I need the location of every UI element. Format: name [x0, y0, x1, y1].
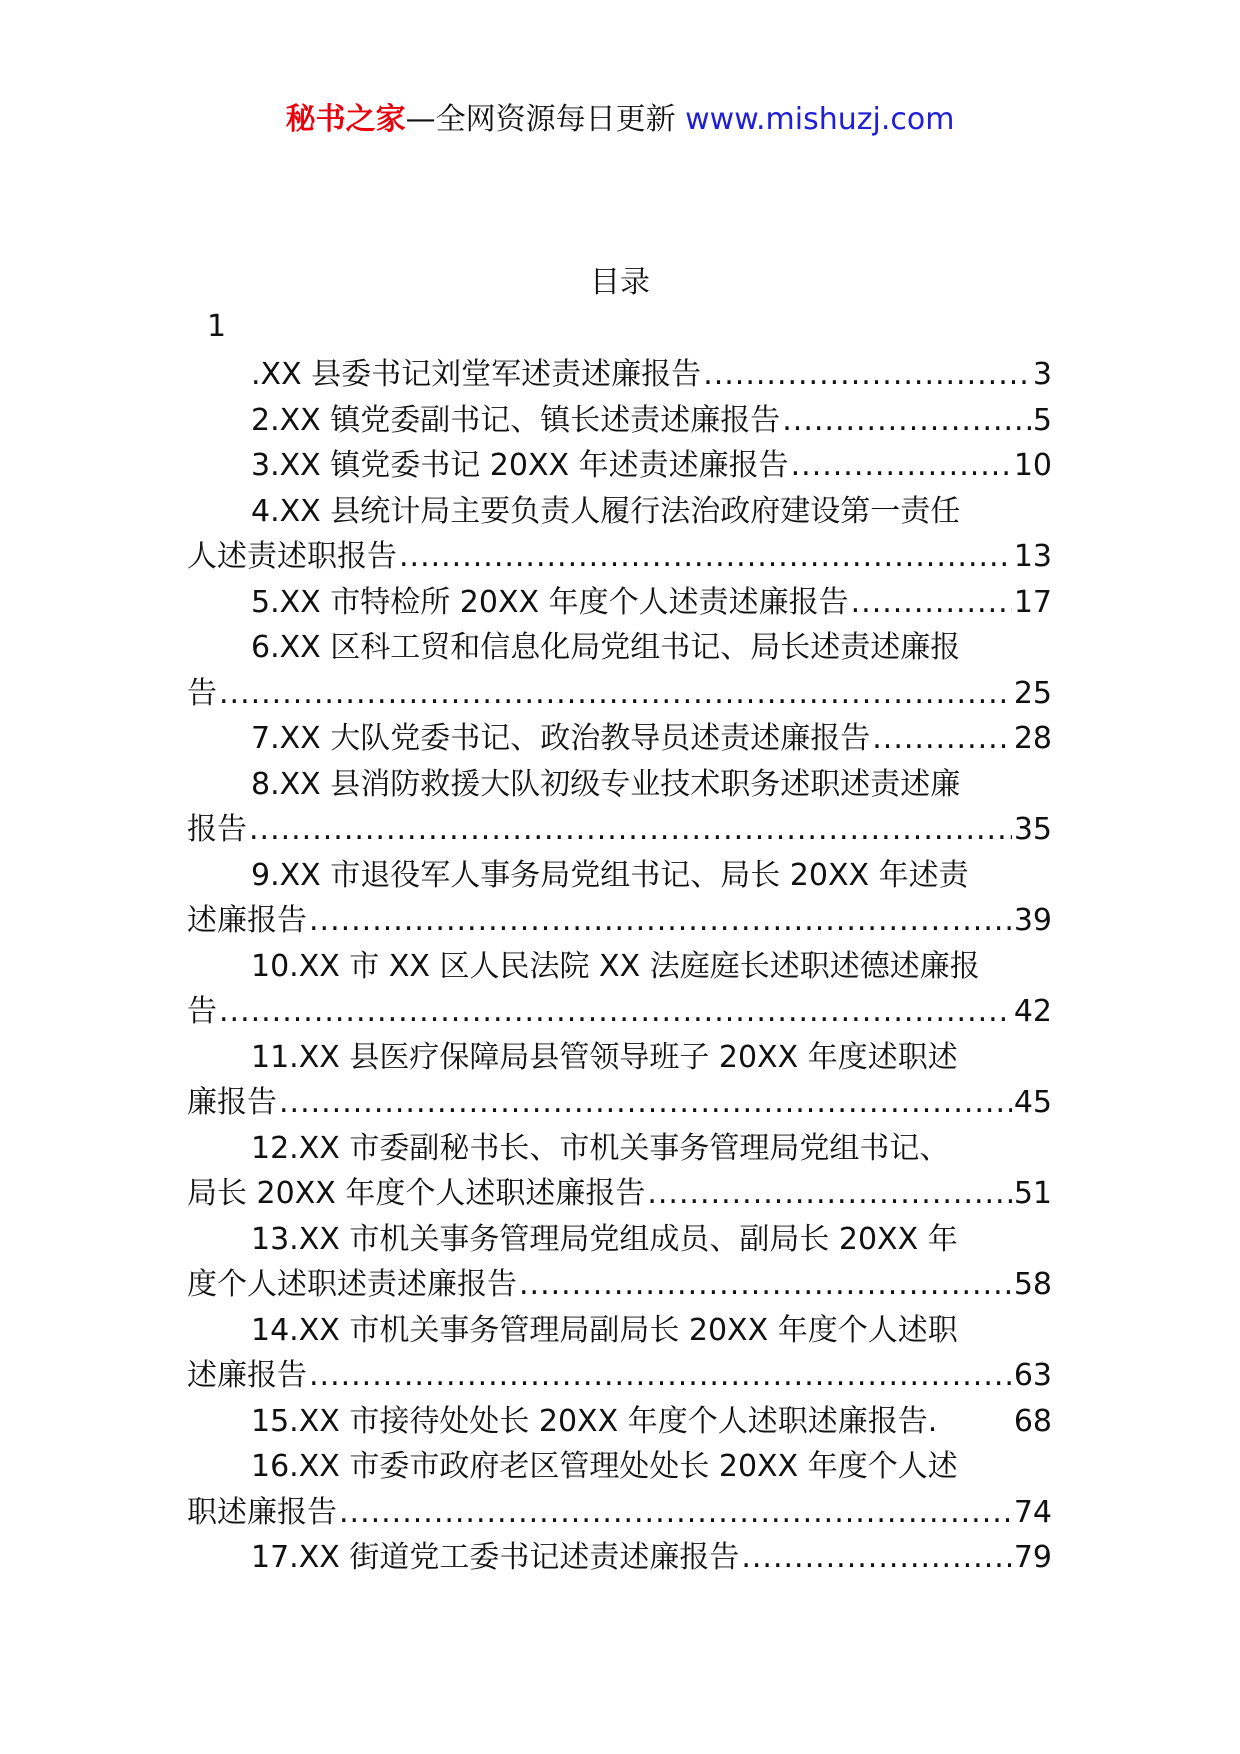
toc-entry-last-line: [187, 534, 1052, 580]
toc-entry-title: 17.XX 街道党工委书记述责述廉报告: [251, 1540, 740, 1575]
toc-entry[interactable]: [187, 762, 1052, 853]
toc-entry-last-line: [187, 989, 1052, 1035]
toc-entry-title: 9.XX 市退役军人事务局党组书记、局长 20XX 年述责: [251, 857, 969, 893]
toc-entry[interactable]: [187, 625, 1052, 716]
toc-entry-first-line: [187, 1308, 1052, 1354]
toc-entry-title: .XX 县委书记刘堂军述责述廉报告: [251, 357, 702, 392]
toc-entry-line: [187, 1399, 1052, 1445]
toc-entry-first-line: [187, 625, 1052, 671]
toc-entry[interactable]: [187, 716, 1052, 762]
toc-entry-last-line: [187, 898, 1052, 944]
toc-dot-leader: [399, 534, 1012, 580]
toc-dot-leader: [219, 671, 1012, 717]
toc-entry-title-continued: 人述责述职报告: [187, 539, 397, 574]
site-header: [0, 100, 1240, 140]
toc-page-number: 39: [1013, 903, 1052, 938]
toc-title: 目录: [590, 265, 650, 300]
toc-entry-title-continued: 述廉报告: [187, 903, 307, 938]
toc-page-number: 13: [1013, 539, 1052, 574]
toc-entry-title: 6.XX 区科工贸和信息化局党组书记、局长述责述廉报: [251, 630, 961, 665]
toc-page-number: 74: [1013, 1494, 1052, 1530]
toc-entry-first-line: [187, 1035, 1052, 1081]
toc-page-number: 58: [1013, 1267, 1052, 1302]
stray-number: 1: [207, 309, 227, 344]
toc-dot-leader: [249, 807, 1012, 853]
toc-entry[interactable]: [187, 1217, 1052, 1308]
toc-entry-last-line: [187, 1171, 1052, 1217]
toc-entry[interactable]: [187, 580, 1052, 626]
toc-entry-title-continued: 职述廉报告: [187, 1494, 337, 1530]
toc-entry[interactable]: [187, 944, 1052, 1035]
toc-entry-first-line: [187, 1126, 1052, 1172]
toc-entry-first-line: [187, 1444, 1052, 1490]
toc-entry-title: 4.XX 县统计局主要负责人履行法治政府建设第一责任: [251, 493, 961, 529]
toc-page-number: 79: [1013, 1540, 1052, 1575]
toc-page-number: 68: [1013, 1403, 1052, 1439]
toc-entry-title: 8.XX 县消防救援大队初级专业技术职务述职述责述廉: [251, 766, 961, 802]
toc-dot-leader: [782, 398, 1031, 444]
toc-entry-title-continued: 告: [187, 994, 217, 1029]
toc-entry-title-continued: 述廉报告: [187, 1358, 307, 1393]
toc-dot-leader: [851, 580, 1012, 626]
toc-page-number: 51: [1013, 1176, 1052, 1211]
toc-dot-leader: [309, 1353, 1012, 1399]
toc-entry-title: 13.XX 市机关事务管理局党组成员、副局长 20XX 年: [251, 1221, 958, 1257]
toc-dot-leader: [339, 1490, 1012, 1536]
toc-entry-last-line: [187, 1080, 1052, 1126]
toc-entry[interactable]: [187, 1444, 1052, 1535]
toc-page-number: 17: [1013, 584, 1052, 620]
table-of-contents: [187, 352, 1052, 1581]
toc-entry-title: 12.XX 市委副秘书长、市机关事务管理局党组书记、: [251, 1130, 950, 1166]
toc-entry-title: 10.XX 市 XX 区人民法院 XX 法庭庭长述职述德述廉报: [251, 948, 980, 984]
toc-entry[interactable]: [187, 489, 1052, 580]
toc-entry-title: 14.XX 市机关事务管理局副局长 20XX 年度个人述职: [251, 1312, 958, 1348]
toc-entry-title-continued: 报告: [187, 812, 247, 847]
toc-entry[interactable]: [187, 1399, 1052, 1445]
toc-entry[interactable]: [187, 398, 1052, 444]
toc-entry-title: 11.XX 县医疗保障局县管领导班子 20XX 年度述职述: [251, 1039, 958, 1075]
toc-dot-leader: [309, 898, 1012, 944]
toc-entry-title: 15.XX 市接待处处长 20XX 年度个人述职述廉报告.: [251, 1403, 938, 1439]
site-url-link[interactable]: www.mishuzj.com: [685, 102, 955, 137]
toc-entry-title-continued: 告: [187, 675, 217, 711]
toc-entry[interactable]: [187, 853, 1052, 944]
toc-entry-first-line: [187, 944, 1052, 990]
toc-entry-line: [187, 1535, 1052, 1581]
toc-entry-title: 3.XX 镇党委书记 20XX 年述责述廉报告: [251, 448, 789, 483]
toc-entry-title: 2.XX 镇党委副书记、镇长述责述廉报告: [251, 402, 781, 438]
brand-name: 秘书之家: [285, 102, 406, 137]
toc-entry-title-continued: 廉报告: [187, 1085, 277, 1120]
toc-entry-last-line: [187, 807, 1052, 853]
toc-entry[interactable]: [187, 1535, 1052, 1581]
toc-dot-leader: [647, 1171, 1011, 1217]
toc-dot-leader: [872, 716, 1012, 762]
toc-entry-line: [187, 716, 1052, 762]
toc-page-number: 5: [1032, 402, 1052, 438]
toc-entry-line: [187, 443, 1052, 489]
toc-dot-leader: [519, 1262, 1012, 1308]
toc-entry-first-line: [187, 489, 1052, 535]
toc-entry[interactable]: [187, 1308, 1052, 1399]
toc-entry-title-continued: 度个人述职述责述廉报告: [187, 1267, 517, 1302]
toc-page-number: 42: [1013, 994, 1052, 1029]
toc-entry[interactable]: [187, 1035, 1052, 1126]
toc-page-number: 10: [1013, 448, 1052, 483]
toc-entry-title: 5.XX 市特检所 20XX 年度个人述责述廉报告: [251, 584, 849, 620]
toc-entry[interactable]: [187, 1126, 1052, 1217]
toc-page-number: 25: [1013, 675, 1052, 711]
toc-entry-title: 16.XX 市委市政府老区管理处处长 20XX 年度个人述: [251, 1449, 958, 1484]
toc-entry-first-line: [187, 1217, 1052, 1263]
toc-dot-leader: [279, 1080, 1012, 1126]
toc-page-number: 3: [1032, 357, 1052, 392]
toc-page-number: 45: [1013, 1085, 1052, 1120]
toc-entry-line: [187, 580, 1052, 626]
toc-page-number: 28: [1013, 721, 1052, 756]
toc-entry-last-line: [187, 1353, 1052, 1399]
toc-entry-first-line: [187, 762, 1052, 808]
toc-entry-line: [187, 352, 1052, 398]
toc-entry-first-line: [187, 853, 1052, 899]
toc-page-number: 35: [1013, 812, 1052, 847]
toc-dot-leader: [703, 352, 1031, 398]
toc-dot-leader: [791, 443, 1012, 489]
toc-entry-last-line: [187, 1262, 1052, 1308]
toc-entry[interactable]: [187, 443, 1052, 489]
toc-entry-last-line: [187, 1490, 1052, 1536]
toc-dot-leader: [219, 989, 1012, 1035]
toc-entry[interactable]: [187, 352, 1052, 398]
toc-page-number: 63: [1013, 1358, 1052, 1393]
toc-entry-title: 7.XX 大队党委书记、政治教导员述责述廉报告: [251, 721, 871, 756]
toc-entry-line: [187, 398, 1052, 444]
header-tagline: —全网资源每日更新: [405, 102, 676, 137]
toc-dot-leader: [741, 1535, 1011, 1581]
toc-entry-title-continued: 局长 20XX 年度个人述职述廉报告: [187, 1176, 646, 1211]
toc-entry-last-line: [187, 671, 1052, 717]
